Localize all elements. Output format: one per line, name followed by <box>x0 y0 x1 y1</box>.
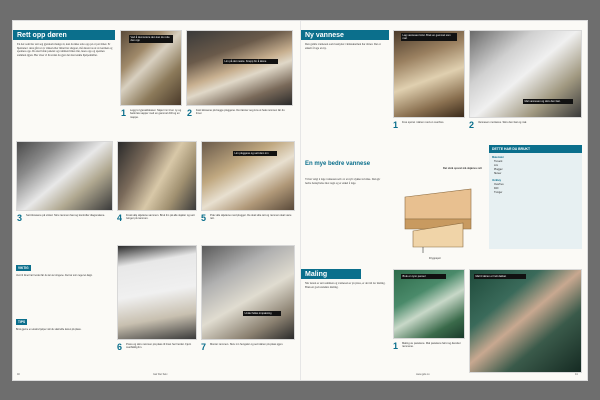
section2-heading: En mye bedre vannese <box>305 161 371 167</box>
left-footer-center: Gør Det Selv <box>153 373 168 376</box>
diagram-label: Det skrå sporet må skjæres rett <box>443 167 482 170</box>
step2-text: Fest klossene på begge pluggene. Det lønner seg å ta ut hele rammen før du limer. <box>196 109 285 116</box>
step7-number: 7 <box>201 342 207 352</box>
tools-title: Verktøy <box>492 179 502 182</box>
photo-vannese-making <box>393 30 465 118</box>
step2-number: 2 <box>187 108 193 118</box>
section2-text: Vi har valgt å lage vannesen selv av et nytt stykke trevirke. Den gir bedre beskyttelse mot regn og er enkel å lage. <box>305 178 381 185</box>
left-page-number: 40 <box>17 373 20 376</box>
photo-painting-door <box>393 269 465 339</box>
photo-clamping <box>16 141 113 211</box>
photo2-label: Lim på det meste. Knepp for å løsne <box>223 59 278 64</box>
maling-header-banner <box>301 269 361 279</box>
right-step1-number: 1 <box>393 120 399 130</box>
photo-vannese-mount-label: Mal vannesen og skru den fast. <box>523 99 573 104</box>
left-intro-text: En dør som har satt seg gjennom mange år, kan du ikke rette opp på et par timer. Er hjørnene i døra gått ut av vinkel eller limet har sluppet, må døren tas ut av karmen og spennes opp. Da skal både panelet og rammen limes inn, løses opp og spennes sammen igjen. Her viser vi hvordan du gjør det med enkle hjelpemidler. <box>17 43 113 58</box>
step3-number: 3 <box>17 213 23 223</box>
photo-workbench <box>186 30 293 106</box>
photo-door-assembled <box>117 245 197 340</box>
step7-text: Monter rammen. Skru inn hengsler og sett døren på plass igjen. <box>210 343 284 346</box>
maling-photo-label: Bruk en tynn pensel <box>401 274 446 279</box>
step1-number: 1 <box>121 108 127 118</box>
left-header-title: Rett opp døren <box>17 32 67 39</box>
step6-text: Press og skru rammen på plass til limet har herdet. Fjern overflødig lim. <box>126 343 192 350</box>
materials-title: Materialer <box>492 156 504 159</box>
right-page <box>300 21 587 380</box>
photo-vannese-mount <box>469 30 582 118</box>
materials-box-title: DETTE HAR DU BRUKT <box>489 145 582 153</box>
tip-text: Bruk gjerne en ekstra hjelper når du skal løfte døren på plass. <box>16 328 82 331</box>
tip-important-text: Vent til limet har herdet før du tar av tvingene. Det tar som regel et døgn. <box>16 274 93 277</box>
maling-step1-number: 1 <box>393 341 399 351</box>
maling-step1-text: Maling av panelene. Mal panelene først og deretter rammene. <box>402 342 461 349</box>
magazine-spread <box>13 21 587 380</box>
photo-painter-man <box>469 269 582 373</box>
step4-number: 4 <box>117 213 123 223</box>
maling-photo2-label: Mal til døren er helt dekket <box>474 274 526 279</box>
photo4-label: Lim pluggene og sett dem inn <box>233 151 277 156</box>
right-header-title: Ny vannese <box>305 32 344 39</box>
right-header-banner <box>301 30 389 40</box>
step5-number: 5 <box>201 213 207 223</box>
maling-header-title: Maling <box>305 271 328 278</box>
right-intro-text: Den gamle vannesen som beskytter vinduskarmen har råtnet. Det er enkelt å lage en ny. <box>305 43 381 50</box>
tools-item-3: Tvinger <box>494 191 503 194</box>
photo7-label: Under felles innpakning <box>243 311 281 316</box>
step1-text: Legg to lyjenekloksser. Skjær inn til en ny og bank løs sapper med en gammel drill og en mappe. <box>130 109 182 119</box>
tools-item-2: Drill <box>494 187 499 190</box>
maling-text: Når døren er satt sammen og vannesen er på plass, er det tid for maling. Bruk en god utendørs maling. <box>305 282 386 289</box>
materials-item-3: Plugger <box>494 168 503 171</box>
materials-item-1: Treverk <box>494 160 503 163</box>
tip-important-title: VIKTIG <box>18 266 29 270</box>
materials-item-4: Skruer <box>494 172 502 175</box>
photo-drilling <box>117 141 197 211</box>
photo1-label: Ved å demontere den kan du rette den opp <box>129 35 173 43</box>
materials-box <box>489 145 582 249</box>
right-step2-number: 2 <box>469 120 475 130</box>
tools-item-1: Overfres <box>494 183 504 186</box>
step3-text: Sett klossene på vinkel. Skru rammen fast og kontroller diagonalene. <box>26 214 106 217</box>
right-page-number: 41 <box>575 373 578 376</box>
left-page <box>13 21 300 380</box>
photo-vannese-label: Lag vannesen først. Bruk en gammel som mal. <box>401 33 457 41</box>
right-step1-text: Fres sporet i døren med en overfres. <box>402 121 445 124</box>
tip-title: TIPS <box>18 320 26 324</box>
right-step2-text: Vannesen monteres. Skru den fast og mal. <box>478 121 527 124</box>
left-header-banner <box>13 30 115 40</box>
step6-number: 6 <box>117 342 123 352</box>
right-footer-center: www.gds.no <box>416 373 430 376</box>
photo-door-sanding <box>201 245 295 340</box>
diagram-caption: Dryppspor <box>429 257 441 260</box>
step5-text: Prøv alle skjøtene med plugger. De skal sitte tett og rammen skal være rett. <box>210 214 292 221</box>
materials-item-2: Lim <box>494 164 499 167</box>
step4-text: Fresk alle skjøtene sammen. Bruk lim på alle skjøter og sett tvinger på rammen. <box>126 214 195 221</box>
